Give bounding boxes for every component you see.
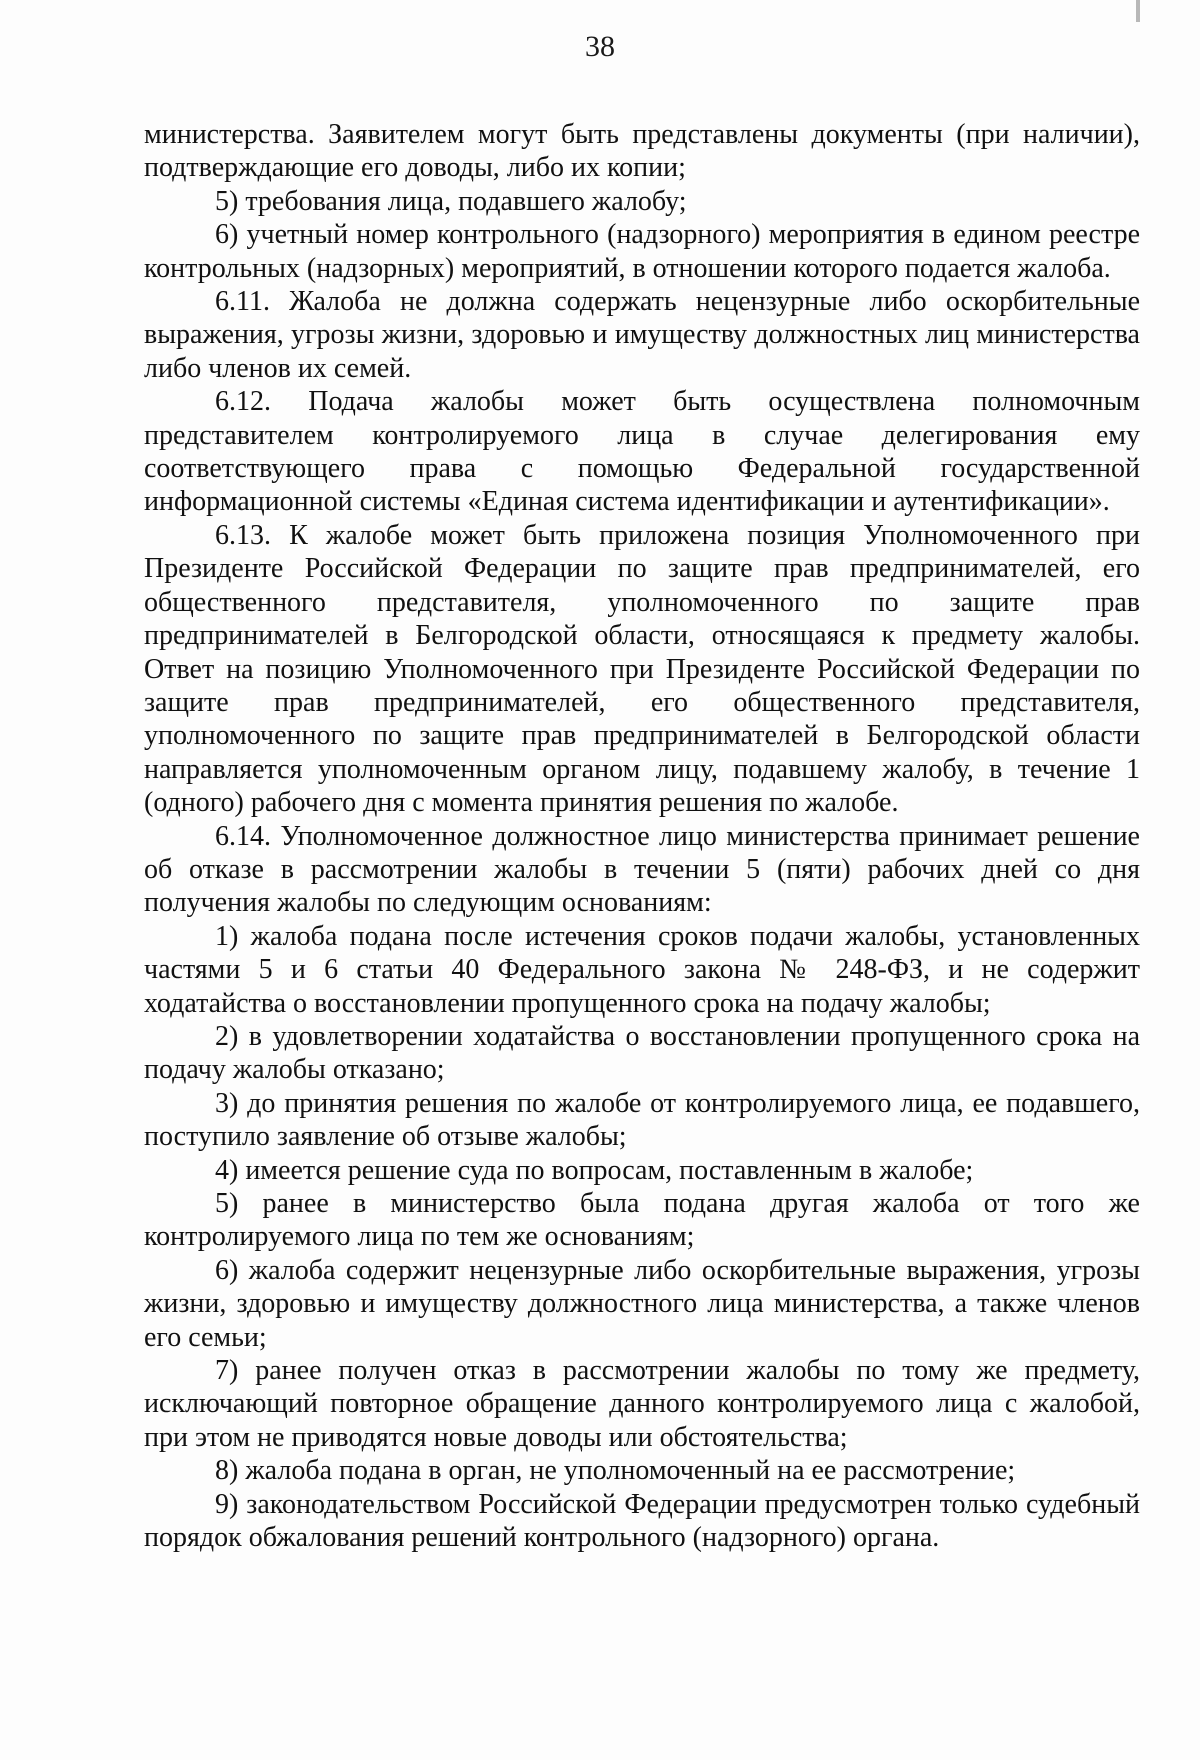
paragraph: 4) имеется решение суда по вопросам, поставленным в жалобе;: [215, 1154, 974, 1186]
paragraph: 3) до принятия решения по жалобе от контролируемого лица, ее подавшего, поступило заявление об отзыве жалобы;: [144, 1087, 1140, 1153]
paragraph: 6) жалоба содержит нецензурные либо оскорбительные выражения, угрозы жизни, здоровью и имуществу должностного лица министерства, а также членов его семьи;: [144, 1254, 1140, 1353]
paragraph: 5) требования лица, подавшего жалобу;: [215, 185, 687, 217]
document-body: [144, 118, 1140, 1554]
paragraph: 7) ранее получен отказ в рассмотрении жалобы по тому же предмету, исключающий повторное обращение данного контролируемого лица с жалобой, при этом не приводятся новые доводы или обстоятельства;: [144, 1355, 1140, 1453]
paragraph: 6.11. Жалоба не должна содержать нецензурные либо оскорбительные выражения, угрозы жизни, здоровью и имуществу должностных лиц министерства либо членов их семей.: [144, 286, 1140, 384]
paragraph: 2) в удовлетворении ходатайства о восстановлении пропущенного срока на подачу жалобы отказано;: [144, 1020, 1140, 1086]
paragraph: министерства. Заявителем могут быть представлены документы (при наличии), подтверждающие его доводы, либо их копии;: [144, 119, 1140, 184]
page-number: 38: [585, 30, 615, 63]
scan-mark-top-right: [1136, 0, 1140, 22]
paragraph: 6.13. К жалобе может быть приложена позиция Уполномоченного при Президенте Российской Федерации по защите прав предпринимателей, его общественного представителя, уполномоченного по защите прав предпринимателей в Белгородской области, относящаяся к предмету жалобы. Ответ на позицию Уполномоченного при Президенте Российской Федерации по защите прав предпринимателей, его общественного представителя, уполномоченного по защите прав предпринимателей в Белгородской области направляется уполномоченным органом лицу, подавшему жалобу, в течение 1 (одного) рабочего дня с момента принятия решения по жалобе.: [144, 519, 1140, 819]
paragraph: 6.14. Уполномоченное должностное лицо министерства принимает решение об отказе в рассмотрении жалобы в течении 5 (пяти) рабочих дней со дня получения жалобы по следующим основаниям:: [144, 820, 1140, 919]
paragraph: 6.12. Подача жалобы может быть осуществлена полномочным представителем контролируемого лица в случае делегирования ему соответствующего права с помощью Федеральной государственной информационной системы «Единая система идентификации и аутентификации».: [144, 386, 1140, 518]
paragraph: 5) ранее в министерство была подана другая жалоба от того же контролируемого лица по тем же основаниям;: [144, 1188, 1140, 1253]
paragraph: 1) жалоба подана после истечения сроков подачи жалобы, установленных частями 5 и 6 статьи 40 Федерального закона № 248-ФЗ, и не содержит ходатайства о восстановлении пропущенного срока на подачу жалобы;: [144, 920, 1140, 1019]
paragraph: 8) жалоба подана в орган, не уполномоченный на ее рассмотрение;: [215, 1455, 1016, 1487]
paragraph: 9) законодательством Российской Федерации предусмотрен только судебный порядок обжалования решений контрольного (надзорного) органа.: [144, 1488, 1140, 1554]
paragraph: 6) учетный номер контрольного (надзорного) мероприятия в едином реестре контрольных (надзорных) мероприятий, в отношении которого подается жалоба.: [144, 219, 1140, 284]
